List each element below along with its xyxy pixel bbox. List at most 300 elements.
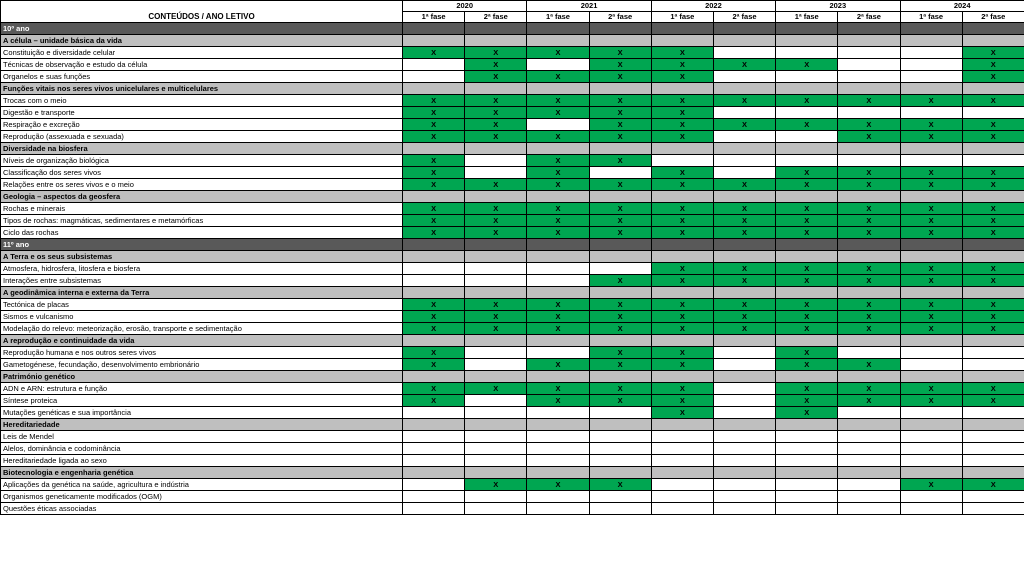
empty-cell [838,407,900,419]
exam-mark-cell: X [962,263,1024,275]
exam-mark-cell: X [776,119,838,131]
table-row [1,227,1024,239]
band-cell [713,287,775,299]
empty-cell [403,443,465,455]
band-cell [900,335,962,347]
band-cell [651,83,713,95]
exam-mark-cell: X [527,479,589,491]
empty-cell [651,455,713,467]
band-cell [465,467,527,479]
empty-cell [651,503,713,515]
exam-mark-cell: X [589,203,651,215]
exam-mark-cell: X [900,479,962,491]
band-cell [962,251,1024,263]
band-cell [527,287,589,299]
topic-label: Tectónica de placas [1,299,403,311]
exam-mark-cell: X [589,323,651,335]
exam-mark-cell: X [713,215,775,227]
section-row [1,287,1024,299]
table-row [1,443,1024,455]
exam-mark-cell: X [465,383,527,395]
empty-cell [838,479,900,491]
exam-mark-cell: X [838,131,900,143]
exam-mark-cell: X [589,359,651,371]
band-cell [900,287,962,299]
band-cell [776,251,838,263]
band-cell [651,287,713,299]
band-cell [527,23,589,35]
exam-mark-cell: X [651,59,713,71]
empty-cell [900,59,962,71]
exam-mark-cell: X [403,359,465,371]
band-cell [838,287,900,299]
empty-cell [713,455,775,467]
table-row [1,95,1024,107]
band-cell [527,239,589,251]
band-cell [651,251,713,263]
empty-cell [403,479,465,491]
exam-mark-cell: X [403,131,465,143]
topic-label: Organismos geneticamente modificados (OGM) [1,491,403,503]
empty-cell [589,503,651,515]
exam-mark-cell: X [713,275,775,287]
section-label: A geodinâmica interna e externa da Terra [1,287,403,299]
band-cell [651,35,713,47]
section-label: Funções vitais nos seres vivos unicelulares e multicelulares [1,83,403,95]
empty-cell [962,491,1024,503]
band-cell [713,335,775,347]
band-cell [527,467,589,479]
band-cell [589,35,651,47]
empty-cell [527,455,589,467]
exam-mark-cell: X [527,131,589,143]
exam-mark-cell: X [962,395,1024,407]
empty-cell [776,71,838,83]
exam-mark-cell: X [838,119,900,131]
exam-mark-cell: X [589,383,651,395]
band-cell [403,371,465,383]
exam-mark-cell: X [403,203,465,215]
exam-mark-cell: X [776,383,838,395]
exam-mark-cell: X [900,311,962,323]
empty-cell [900,455,962,467]
band-cell [776,83,838,95]
school-year-row [1,239,1024,251]
band-cell [589,23,651,35]
band-cell [403,419,465,431]
exam-mark-cell: X [651,71,713,83]
exam-mark-cell: X [900,95,962,107]
exam-mark-cell: X [962,215,1024,227]
empty-cell [589,167,651,179]
table-row [1,491,1024,503]
band-cell [900,83,962,95]
empty-cell [838,47,900,59]
table-row [1,47,1024,59]
empty-cell [403,59,465,71]
year-header-row [1,1,1024,12]
band-cell [713,35,775,47]
exam-mark-cell: X [962,227,1024,239]
exam-mark-cell: X [589,395,651,407]
band-cell [900,191,962,203]
exam-mark-cell: X [900,167,962,179]
exam-mark-cell: X [900,395,962,407]
exam-mark-cell: X [403,95,465,107]
band-cell [713,467,775,479]
table-row [1,203,1024,215]
year-header-2021: 2021 [527,1,651,12]
band-cell [527,191,589,203]
topic-label: Digestão e transporte [1,107,403,119]
band-cell [962,143,1024,155]
exam-mark-cell: X [651,119,713,131]
band-cell [900,251,962,263]
exam-mark-cell: X [465,299,527,311]
band-cell [465,191,527,203]
empty-cell [713,383,775,395]
table-title: CONTEÚDOS / ANO LETIVO [1,1,403,23]
phase-header-1: 1ª fase [403,12,465,23]
empty-cell [900,347,962,359]
band-cell [713,239,775,251]
empty-cell [900,407,962,419]
exam-mark-cell: X [527,47,589,59]
section-row [1,83,1024,95]
empty-cell [403,455,465,467]
exam-mark-cell: X [589,107,651,119]
exam-mark-cell: X [962,275,1024,287]
exam-mark-cell: X [776,407,838,419]
year-header-2022: 2022 [651,1,775,12]
empty-cell [962,455,1024,467]
empty-cell [713,167,775,179]
exam-mark-cell: X [589,155,651,167]
exam-mark-cell: X [651,263,713,275]
exam-mark-cell: X [713,95,775,107]
empty-cell [900,155,962,167]
empty-cell [962,347,1024,359]
section-label: A Terra e os seus subsistemas [1,251,403,263]
exam-mark-cell: X [651,47,713,59]
empty-cell [403,71,465,83]
exam-mark-cell: X [403,311,465,323]
exam-mark-cell: X [838,95,900,107]
empty-cell [527,347,589,359]
table-row [1,71,1024,83]
table-row [1,395,1024,407]
exam-mark-cell: X [465,119,527,131]
empty-cell [776,503,838,515]
exam-mark-cell: X [465,479,527,491]
empty-cell [713,359,775,371]
section-label: Hereditariedade [1,419,403,431]
exam-mark-cell: X [465,203,527,215]
band-cell [900,239,962,251]
empty-cell [776,479,838,491]
table-row [1,119,1024,131]
band-cell [838,35,900,47]
empty-cell [403,407,465,419]
topic-label: Síntese proteica [1,395,403,407]
exam-mark-cell: X [962,203,1024,215]
phase-header-2: 2ª fase [713,12,775,23]
band-cell [589,239,651,251]
empty-cell [962,107,1024,119]
empty-cell [776,155,838,167]
empty-cell [527,431,589,443]
empty-cell [776,455,838,467]
exam-mark-cell: X [465,311,527,323]
exam-mark-cell: X [465,59,527,71]
exam-mark-cell: X [403,323,465,335]
section-row [1,419,1024,431]
band-cell [589,83,651,95]
empty-cell [713,503,775,515]
band-cell [651,335,713,347]
exam-mark-cell: X [962,71,1024,83]
exam-mark-cell: X [713,179,775,191]
exam-mark-cell: X [651,359,713,371]
section-label: Geologia – aspectos da geosfera [1,191,403,203]
topic-label: Interações entre subsistemas [1,275,403,287]
year-header-2023: 2023 [776,1,900,12]
exam-mark-cell: X [776,347,838,359]
exam-mark-cell: X [465,179,527,191]
exam-mark-cell: X [651,407,713,419]
exam-mark-cell: X [465,107,527,119]
exam-mark-cell: X [713,119,775,131]
table-row [1,275,1024,287]
topic-label: Modelação do relevo: meteorização, erosão, transporte e sedimentação [1,323,403,335]
section-label: A reprodução e continuidade da vida [1,335,403,347]
topic-label: Ciclo das rochas [1,227,403,239]
section-row [1,143,1024,155]
band-cell [838,419,900,431]
empty-cell [962,155,1024,167]
exam-mark-cell: X [527,203,589,215]
exam-mark-cell: X [776,263,838,275]
band-cell [589,467,651,479]
exam-mark-cell: X [776,215,838,227]
section-label: Património genético [1,371,403,383]
exam-mark-cell: X [776,167,838,179]
empty-cell [589,263,651,275]
empty-cell [465,407,527,419]
band-cell [465,143,527,155]
exam-mark-cell: X [962,59,1024,71]
empty-cell [962,431,1024,443]
band-cell [900,467,962,479]
empty-cell [838,503,900,515]
exam-mark-cell: X [838,383,900,395]
table-row [1,383,1024,395]
table-row [1,299,1024,311]
band-cell [776,23,838,35]
exam-mark-cell: X [527,107,589,119]
exam-mark-cell: X [838,395,900,407]
table-row [1,263,1024,275]
phase-header-1: 1ª fase [900,12,962,23]
table-row [1,107,1024,119]
exam-mark-cell: X [776,323,838,335]
exam-mark-cell: X [776,359,838,371]
exam-mark-cell: X [776,299,838,311]
exam-mark-cell: X [403,179,465,191]
exam-mark-cell: X [527,395,589,407]
band-cell [962,287,1024,299]
band-cell [527,419,589,431]
exam-mark-cell: X [403,383,465,395]
band-cell [713,83,775,95]
empty-cell [713,347,775,359]
band-cell [776,287,838,299]
topic-label: Níveis de organização biológica [1,155,403,167]
table-row [1,311,1024,323]
exam-mark-cell: X [962,179,1024,191]
band-cell [838,191,900,203]
band-cell [589,287,651,299]
table-row [1,431,1024,443]
school-year-label: 10º ano [1,23,403,35]
empty-cell [713,71,775,83]
topic-label: Organelos e suas funções [1,71,403,83]
empty-cell [527,491,589,503]
exam-mark-cell: X [589,227,651,239]
phase-header-1: 1ª fase [651,12,713,23]
band-cell [838,467,900,479]
band-cell [403,467,465,479]
topic-label: ADN e ARN: estrutura e função [1,383,403,395]
table-row [1,347,1024,359]
exam-mark-cell: X [465,227,527,239]
empty-cell [651,491,713,503]
band-cell [900,419,962,431]
band-cell [465,35,527,47]
exam-mark-cell: X [962,323,1024,335]
empty-cell [403,431,465,443]
exam-mark-cell: X [651,167,713,179]
table-row [1,179,1024,191]
band-cell [651,143,713,155]
band-cell [651,371,713,383]
exam-mark-cell: X [465,47,527,59]
topic-label: Mutações genéticas e sua importância [1,407,403,419]
band-cell [589,371,651,383]
section-label: Diversidade na biosfera [1,143,403,155]
band-cell [403,251,465,263]
empty-cell [838,455,900,467]
empty-cell [651,431,713,443]
empty-cell [713,443,775,455]
band-cell [962,23,1024,35]
empty-cell [776,431,838,443]
empty-cell [962,503,1024,515]
band-cell [651,191,713,203]
exam-mark-cell: X [527,359,589,371]
exam-mark-cell: X [838,215,900,227]
exam-mark-cell: X [838,323,900,335]
band-cell [465,83,527,95]
exam-mark-cell: X [651,131,713,143]
exam-mark-cell: X [589,311,651,323]
band-cell [589,335,651,347]
empty-cell [465,503,527,515]
exam-mark-cell: X [900,263,962,275]
exam-mark-cell: X [962,167,1024,179]
empty-cell [465,443,527,455]
topic-label: Sismos e vulcanismo [1,311,403,323]
topic-label: Questões éticas associadas [1,503,403,515]
band-cell [465,419,527,431]
topic-label: Aplicações da genética na saúde, agricultura e indústria [1,479,403,491]
band-cell [776,239,838,251]
topic-label: Tipos de rochas: magmáticas, sedimentares e metamórficas [1,215,403,227]
exam-mark-cell: X [900,179,962,191]
exam-mark-cell: X [403,395,465,407]
exam-mark-cell: X [962,47,1024,59]
exam-mark-cell: X [527,215,589,227]
topic-label: Relações entre os seres vivos e o meio [1,179,403,191]
band-cell [403,335,465,347]
topic-label: Reprodução (assexuada e sexuada) [1,131,403,143]
exam-mark-cell: X [900,299,962,311]
empty-cell [589,407,651,419]
exam-mark-cell: X [962,119,1024,131]
exam-mark-cell: X [527,95,589,107]
empty-cell [651,155,713,167]
band-cell [403,239,465,251]
band-cell [651,23,713,35]
exam-mark-cell: X [527,311,589,323]
table-body [1,23,1024,515]
exam-mark-cell: X [776,203,838,215]
exam-mark-cell: X [713,59,775,71]
band-cell [713,251,775,263]
band-cell [776,371,838,383]
exam-mark-cell: X [465,323,527,335]
school-year-row [1,23,1024,35]
band-cell [465,287,527,299]
empty-cell [465,455,527,467]
exam-mark-cell: X [589,347,651,359]
exam-mark-cell: X [962,299,1024,311]
band-cell [713,23,775,35]
empty-cell [900,443,962,455]
band-cell [962,419,1024,431]
empty-cell [527,503,589,515]
empty-cell [838,107,900,119]
exam-mark-cell: X [465,95,527,107]
topic-label: Reprodução humana e nos outros seres vivos [1,347,403,359]
exam-mark-cell: X [838,311,900,323]
empty-cell [900,107,962,119]
exam-mark-cell: X [651,383,713,395]
exam-mark-cell: X [900,203,962,215]
exam-mark-cell: X [838,263,900,275]
empty-cell [527,407,589,419]
empty-cell [403,491,465,503]
exam-mark-cell: X [465,71,527,83]
exam-mark-cell: X [776,275,838,287]
exam-mark-cell: X [776,311,838,323]
phase-header-2: 2ª fase [838,12,900,23]
band-cell [589,191,651,203]
band-cell [527,251,589,263]
empty-cell [838,431,900,443]
band-cell [465,371,527,383]
exam-mark-cell: X [589,71,651,83]
